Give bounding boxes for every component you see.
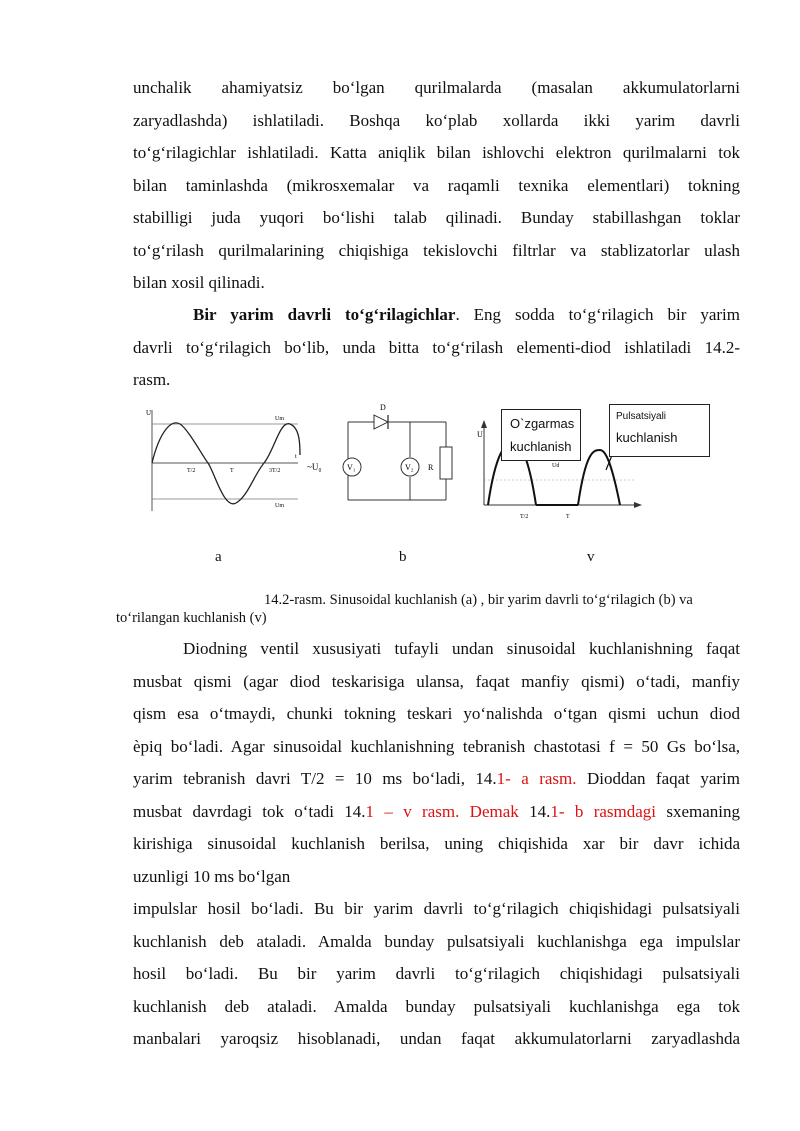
tick-label: T/2 (520, 514, 529, 520)
callout-line: kuchlanish (616, 430, 678, 445)
callout-constant-voltage (501, 409, 581, 461)
tick-label: T/2 (187, 468, 196, 474)
ud-label: Ud (552, 463, 560, 469)
axis-u-label: U (146, 409, 152, 417)
figure-letter-b: b (399, 549, 407, 565)
text-run: . Eng sodda to‘g‘rilagich bir yarim (455, 305, 740, 324)
text-run: Dioddan faqat yarim (576, 769, 740, 788)
text-line: unchalik ahamiyatsiz bo‘lgan qurilmalarda (masalan akkumulatorlarni (133, 78, 740, 97)
text-line: qism esa o‘tmaydi, chunki tokning teskari yo‘nalishda o‘tgan qismi uchun diod (133, 704, 740, 723)
paragraph-3 (133, 633, 740, 1056)
diode-label: D (380, 403, 386, 412)
tick-label: T (230, 468, 234, 474)
figure-a-sinusoid (142, 405, 302, 517)
text-line: impulslar hosil bo‘ladi. Bu bir yarim davrli to‘g‘rilagich chiqishidagi pulsatsiyali (133, 899, 740, 918)
text-line: stabilligi juda yuqori bo‘lishi talab qilinadi. Bunday stabillashgan toklar (133, 208, 740, 227)
figure-caption-line-1: 14.2-rasm. Sinusoidal kuchlanish (a) , bir yarim davrli to‘g‘rilagich (b) va (264, 592, 693, 608)
figure-reference-link[interactable]: 1- a rasm. (496, 769, 577, 788)
text-line (133, 763, 740, 796)
figure-b-circuit (306, 400, 466, 512)
text-line: uzunligi 10 ms bo‘lgan (133, 866, 291, 886)
um-bottom-label: Um (275, 503, 284, 509)
section-heading: Bir yarim davrli to‘g‘rilagichlar (193, 305, 456, 324)
text-line: kirishiga sinusoidal kuchlanish berilsa, uning chiqishida xar bir davr ichida (133, 834, 740, 853)
callout-line: Pulsatsiyali (616, 411, 667, 422)
resistor-label: R (428, 463, 434, 472)
axis-u-label: U (477, 430, 483, 439)
callout-pulsating-voltage (609, 404, 710, 457)
text-line: to‘g‘rilagichlar ishlatiladi. Katta aniqlik bilan ishlovchi elektron qurilmalarni tok (133, 143, 740, 162)
figure-letter-v: v (587, 549, 595, 565)
text-line: davrli to‘g‘rilagich bo‘lib, unda bitta to‘g‘rilash elementi-diod ishlatiladi 14.2- (133, 337, 740, 357)
voltmeter-2-label: V₂ (405, 463, 414, 472)
figure-reference-link[interactable]: 1 – v rasm. Demak (365, 801, 519, 821)
voltmeter-1-label: V₁ (347, 463, 356, 472)
text-line: zaryadlashda) ishlatiladi. Boshqa ko‘plab xollarda ikki yarim davrli (133, 110, 740, 130)
text-run: 14. (518, 801, 551, 821)
text-line: to‘g‘rilash qurilmalarining chiqishiga tekislovchi filtrlar va stablizatorlar ulash (133, 240, 740, 260)
text-line: bilan xosil qilinadi. (133, 273, 265, 292)
text-line: manbalari yaroqsiz hisoblanadi, undan faqat akkumulatorlarni zaryadlashda (133, 1029, 740, 1048)
paragraph-1 (133, 72, 740, 300)
text-line: èpiq bo‘ladi. Agar sinusoidal kuchlanishning tebranish chastotasi f = 50 Gs bo‘lsa, (133, 736, 740, 756)
callout-line: kuchlanish (510, 439, 572, 454)
text-run: sxemaning (656, 801, 741, 821)
text-line: hosil bo‘ladi. Bu bir yarim davrli to‘g‘rilagich chiqishidagi pulsatsiyali (133, 964, 740, 983)
figure-reference-link[interactable]: 1- b rasmdagi (550, 801, 657, 821)
paragraph-2 (133, 299, 740, 397)
text-line (133, 299, 740, 332)
axis-t-label: t (295, 454, 297, 460)
figure-letter-a: a (215, 549, 222, 565)
text-line: Diodning ventil xususiyati tufayli undan sinusoidal kuchlanishning faqat (183, 639, 740, 658)
figure-caption-line-2: to‘rilangan kuchlanish (v) (116, 610, 267, 626)
text-run: yarim tebranish davri T/2 = 10 ms bo‘ladi, 14. (133, 769, 497, 788)
tick-label: T (566, 514, 570, 520)
callout-line: O`zgarmas (510, 416, 575, 431)
tick-label: 3T/2 (269, 468, 281, 474)
text-line (133, 796, 740, 829)
text-line: rasm. (133, 370, 171, 389)
source-label: ~U₀ (307, 462, 322, 472)
um-top-label: Um (275, 416, 284, 422)
text-run: musbat davrdagi tok o‘tadi 14. (133, 801, 366, 821)
text-line: bilan taminlashda (mikrosxemalar va raqamli texnika elementlari) tokning (133, 175, 740, 195)
text-line: musbat qismi (agar diod teskarisiga ulansa, faqat manfiy qismi) o‘tadi, manfiy (133, 671, 740, 691)
text-line: kuchlanish deb ataladi. Amalda bunday pulsatsiyali kuchlanishga ega tok (133, 996, 740, 1016)
text-line: kuchlanish deb ataladi. Amalda bunday pulsatsiyali kuchlanishga ega impulslar (133, 931, 740, 951)
